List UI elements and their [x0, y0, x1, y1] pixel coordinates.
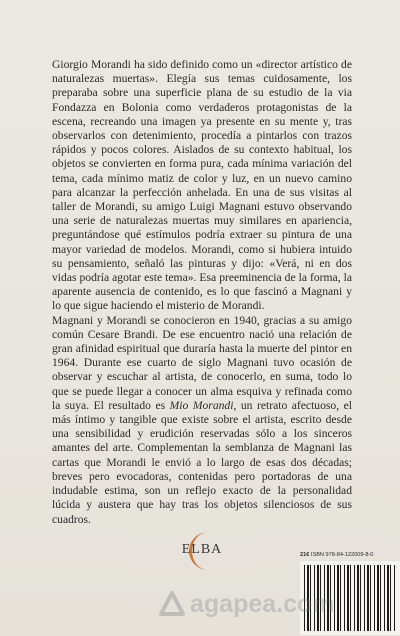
paragraph-2-lead: Magnani y Morandi se conocieron en 1940, gracias a su amigo común Cesare Brandi. De ese encuentro nació una relación de gran afinidad espiritual que duraría hasta la muerte del pintor en 1964. Durante ese cuarto de siglo Magnani tuvo ocasión de observar y escuchar al artista, de conocerlo, en suma, todo lo que se puede llegar a conocer un alma esquiva y refinada como la suya. El resultado es — [52, 313, 352, 412]
blurb-text — [52, 58, 352, 527]
publisher-name: ELBA — [181, 542, 223, 557]
watermark-text: agapea.com — [190, 590, 335, 618]
blurb-paragraph-1: Giorgio Morandi ha sido definido como un «director artístico de naturalezas muertas». Elegía sus temas cuidosamente, los preparaba sobre una superficie plana de su estudio de la via Fondazza en Bolonia como verdaderos protagonistas de la escena, recreando una imagen ya presente en su mente y, tras observarlos con detenimiento, procedía a pintarlos con trazos rápidos y pocos colores. Aislados de su contexto habitual, los objetos se convierten en forma pura, cada mínima variación del tema, cada mínimo matiz de color y luz, en un nuevo camino para alcanzar la perfección anhelada. En una de sus visitas al taller de Morandi, su amigo Luigi Magnani estuvo observando una serie de naturalezas muertas muy similares en apariencia, preguntándose qué estímulos podría extraer su pintura de una mayor variedad de modelos. Morandi, como si hubiera intuido su pensamiento, señaló las pinturas y dijo: «Verá, ni en dos vidas podría agotar este tema». Esa preeminencia de la forma, la aparente ausencia de contenido, es lo que fascinó a Magnani y lo que sigue haciendo el misterio de Morandi. — [52, 58, 352, 313]
paragraph-2-rest: , un retrato afectuoso, el más íntimo y tangible que existe sobre el artista, escrito desde una sensibilidad y erudición reservadas sólo a los sinceros amantes del arte. Complementan la semblanza de Magnani las cartas que Morandi le envió a lo largo de esas dos décadas; breves pero evocadoras, contenidas pero portadoras de una indudable estima, son un reflejo exacto de la personalidad lúcida y austera que hay tras los objetos silenciosos de sus cuadros. — [52, 398, 353, 526]
publisher-logo — [178, 528, 226, 574]
blurb-paragraph-2 — [52, 314, 352, 527]
price-label: 21€ — [300, 552, 310, 558]
isbn-line — [300, 552, 373, 558]
isbn-number: ISBN 978-84-122009-8-0 — [310, 552, 374, 558]
watermark-logo-icon — [157, 590, 187, 620]
book-title-reference: Mio Morandi — [169, 398, 234, 412]
